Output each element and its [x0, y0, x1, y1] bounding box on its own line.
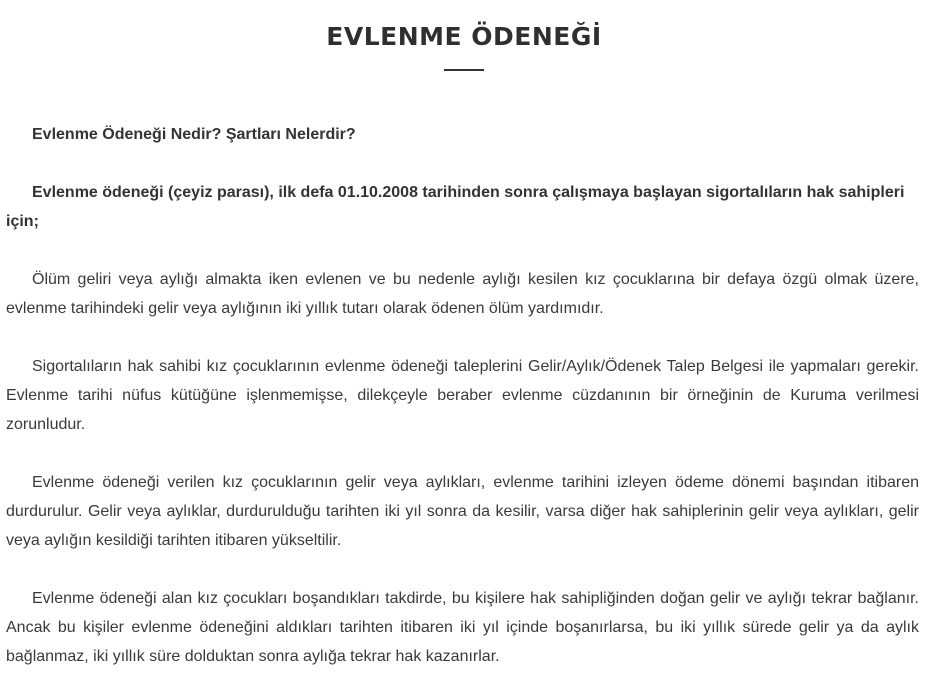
paragraph-definition: Ölüm geliri veya aylığı almakta iken evlenen ve bu nedenle aylığı kesilen kız çocuklarına bir defaya özgü olmak üzere, evlenme tarihindeki gelir veya aylığının iki yıllık tutarı olarak ödenen ölüm yardımıdır. — [6, 271, 919, 317]
title-divider — [444, 69, 484, 71]
section-heading: Evlenme Ödeneği Nedir? Şartları Nelerdir? — [32, 126, 356, 143]
page-title: EVLENME ÖDENEĞİ — [326, 21, 602, 51]
intro-paragraph: Evlenme ödeneği (çeyiz parası), ilk defa 01.10.2008 tarihinden sonra çalışmaya başlayan sigortalıların hak sahipleri için; — [6, 184, 905, 230]
paragraph-application: Sigortalıların hak sahibi kız çocuklarının evlenme ödeneği taleplerini Gelir/Aylık/Ödenek Talep Belgesi ile yapmaları gerekir. Evlenme tarihi nüfus kütüğüne işlenmemişse, dilekçeyle beraber evlenme cüzdanının bir örneğinin de Kuruma verilmesi zorunludur. — [6, 358, 919, 433]
paragraph-suspension: Evlenme ödeneği verilen kız çocuklarının gelir veya aylıkları, evlenme tarihini izleyen ödeme dönemi başından itibaren durdurulur. Gelir veya aylıklar, durdurulduğu tarihten iki yıl sonra da kesilir, varsa diğer hak sahiplerinin gelir veya aylıkları, gelir veya aylığın kesildiği tarihten itibaren yükseltilir. — [6, 474, 919, 549]
article-body — [6, 120, 919, 700]
paragraph-divorce: Evlenme ödeneği alan kız çocukları boşandıkları takdirde, bu kişilere hak sahipliğinden doğan gelir ve aylığı tekrar bağlanır. Ancak bu kişiler evlenme ödeneğini aldıkları tarihten itibaren iki yıl içinde boşanırlarsa, bu iki yıllık sürede gelir ya da aylık bağlanmaz, iki yıllık süre dolduktan sonra aylığa tekrar hak kazanırlar. — [6, 590, 919, 665]
